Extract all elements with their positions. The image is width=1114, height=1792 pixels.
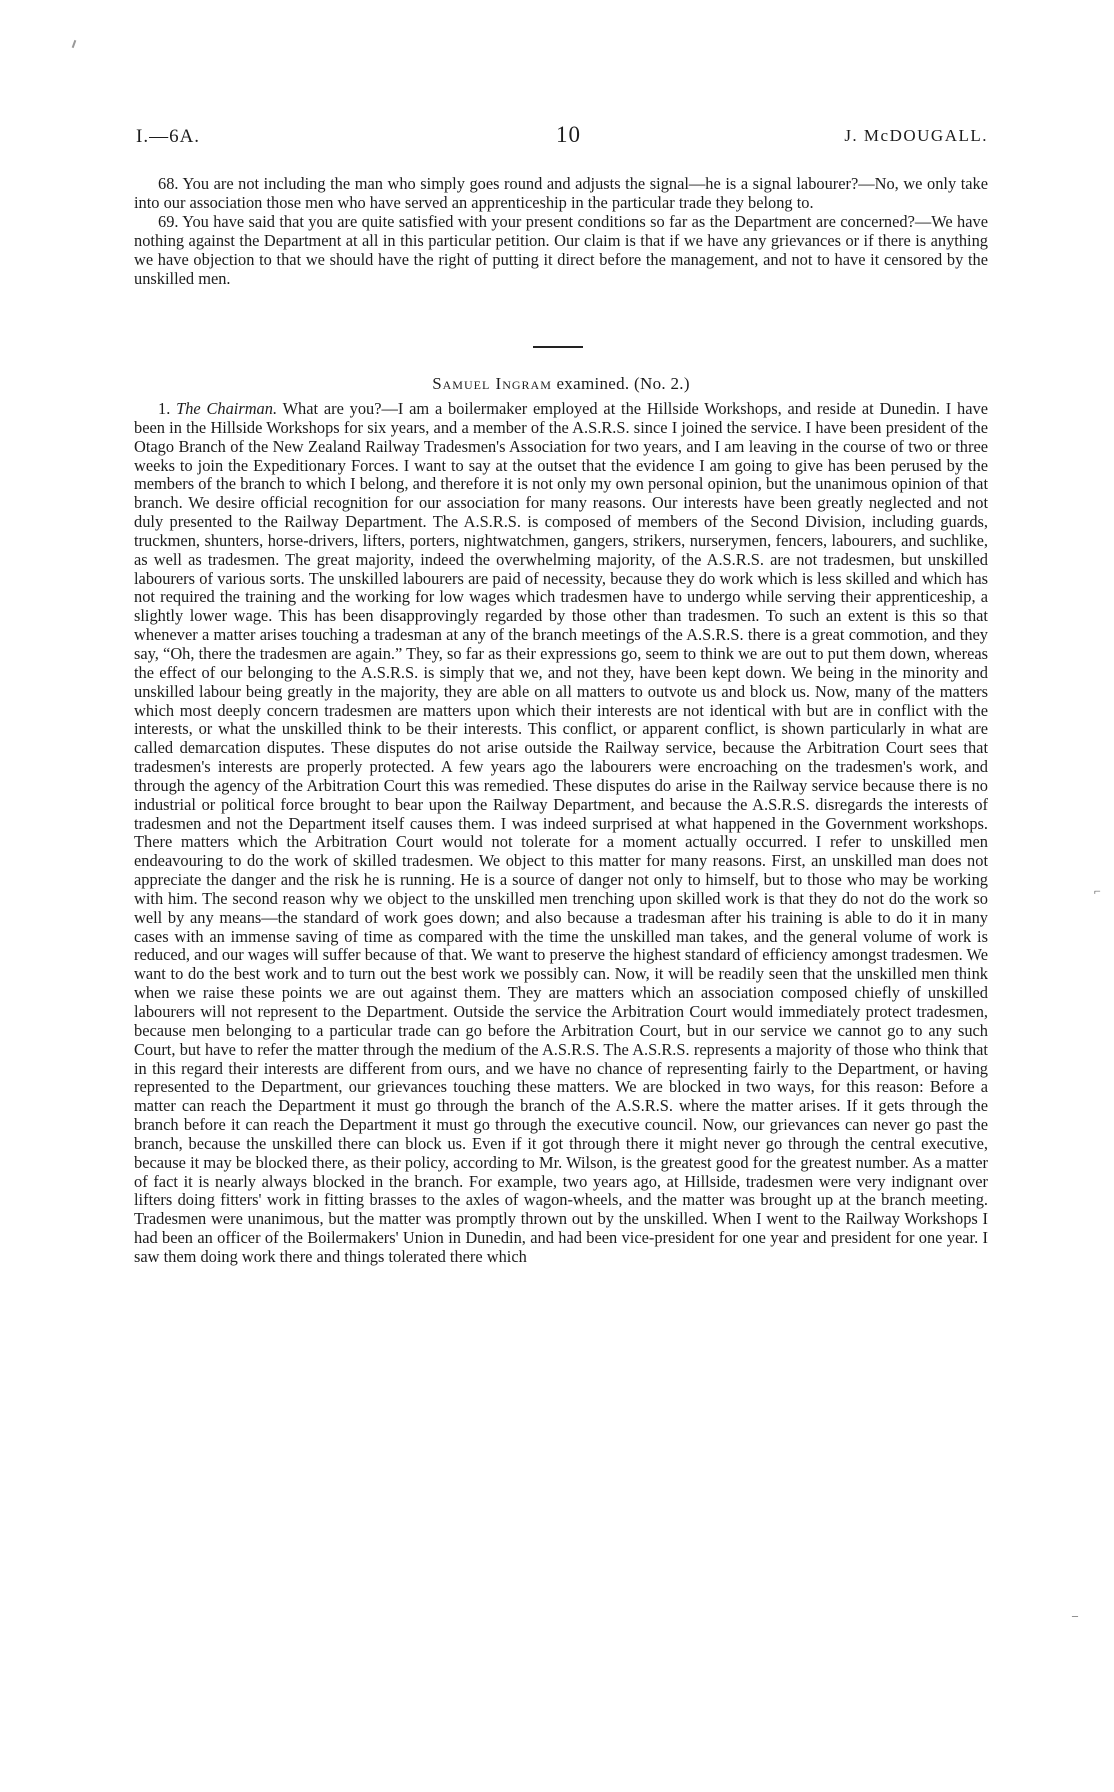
- stray-pen-mark: [72, 40, 77, 48]
- margin-mark-right-lower: –: [1072, 1608, 1078, 1622]
- margin-mark-right: ⌐: [1094, 884, 1101, 898]
- section-divider-rule: [533, 346, 583, 348]
- section-heading: [134, 374, 988, 394]
- header-left-reference: I.—6A.: [136, 126, 201, 147]
- testimony-block: [134, 400, 988, 1267]
- header-right-witness: J. McDOUGALL.: [844, 126, 988, 145]
- question-69: 69. You have said that you are quite satisfied with your present conditions so far as the Department are concerned?—We have nothing against the Department at all in this particular petition. Our claim is that if we have any grievances or if there is anything we have objection to that we should have the right of putting it direct before the management, and not to have it censored by the unskilled men.: [134, 211, 988, 288]
- testimony-paragraph: [134, 400, 988, 1267]
- witness-name: Samuel Ingram: [432, 374, 552, 393]
- testimony-text: What are you?—I am a boilermaker employed at the Hillside Workshops, and reside at Dunedin. I have been in the Hillside Workshops for six years, and a member of the A.S.R.S. since I joined the service. I have been president of the Otago Branch of the New Zealand Railway Tradesmen's Association for two years, and I am leaving in the course of two or three weeks to join the Expeditionary Forces. I want to say at the outset that the evidence I am going to give has been perused by the members of the branch to which I belong, and therefore it is not only my own personal opinion, but the unanimous opinion of that branch. We desire official recognition for our association for many reasons. Our interests have been greatly neglected and not duly presented to the Railway Department. The A.S.R.S. is composed of members of the Second Division, including guards, truckmen, shunters, horse-drivers, lifters, porters, nightwatchmen, gangers, strikers, nurserymen, fencers, labourers, and suchlike, as well as tradesmen. The great majority, indeed the overwhelming majority, of the A.S.R.S. are not tradesmen, but unskilled labourers of various sorts. The unskilled labourers are paid of necessity, because they do work which is less skilled and which has not required the training and the working for low wages which tradesmen have to undergo while serving their apprenticeship, a slightly lower wage. This has been disapprovingly regarded by those other than tradesmen. To such an extent is this so that whenever a matter arises touching a tradesman at any of the branch meetings of the A.S.R.S. there is a great commotion, and they say, “Oh, there the tradesmen are again.” They, so far as their expressions go, seem to think we are out to put them down, whereas the effect of our belonging to the A.S.R.S. is simply that we, and not they, have been kept down. We being in the minority and unskilled labour being greatly in the majority, they are able on all matters to outvote us and block us. Now, many of the matters which most deeply concern tradesmen are matters upon which their interests are not identical with but are in conflict with the interests, or what the unskilled think to be their interests. This conflict, or apparent conflict, is shown particularly in what are called demarcation disputes. These disputes do not arise outside the Railway service, because the Arbitration Court sees that tradesmen's interests are properly protected. A few years ago the labourers were encroaching on the tradesmen's work, and through the agency of the Arbitration Court this was remedied. These disputes do arise in the Railway service because there is no industrial or political force brought to bear upon the Railway Department, and because the A.S.R.S. disregards the interests of tradesmen and not the Department itself causes them. I was indeed surprised at what happened in the Government workshops. There matters which the Arbitration Court would not tolerate for a moment actually occurred. I refer to unskilled men endeavouring to do the work of skilled tradesmen. We object to this matter for many reasons. First, an unskilled man does not appreciate the danger and the risk he is running. He is a source of danger not only to himself, but to those who may be working with him. The second reason why we object to the unskilled men trenching upon skilled work is that they do not do the work so well by any means—the standard of work goes down; and also because a tradesman after his training is able to do it in many cases with an immense saving of time as compared with the time the unskilled man takes, and the general volume of work is reduced, and our wages will suffer because of that. We want to preserve the highest standard of efficiency amongst tradesmen. We want to do the best work and to turn out the best work we possibly can. Now, it will be readily seen that the unskilled men think when we raise these points we are out against them. They are matters which an association composed chiefly of unskilled labourers will not represent to the Department. Outside the service the Arbitration Court would immediately protect tradesmen, because men belonging to a particular trade can go before the Arbitration Court, but in our service we cannot go to any such Court, but have to refer the matter through the medium of the A.S.R.S. The A.S.R.S. represents a majority of those who think that in this regard their interests are different from ours, and we have no chance of representing fairly to the Department, or having represented to the Department, our grievances touching these matters. We are blocked in two ways, for this reason: Before a matter can reach the Department it must go through the branch of the A.S.R.S. where the matter arises. If it gets through the branch before it can reach the Department it must go through the executive council. Now, our grievances can never go past the branch, because the unskilled there can block us. Even if it got through there it might never go through the central executive, because it may be blocked there, as their policy, according to Mr. Wilson, is the greatest good for the greatest number. As a matter of fact it is nearly always blocked in the branch. For example, two years ago, at Hillside, tradesmen were very indignant over lifters doing fitters' work in fitting brasses to the axles of wagon-wheels, and the matter was brought up at the branch meeting. Tradesmen were unanimous, but the matter was promptly thrown out by the unskilled. When I went to the Railway Workshops I had been an officer of the Boilermakers' Union in Dunedin, and had been vice-president for one year and president for one year. I saw them doing work there and things tolerated there which: [134, 399, 988, 1266]
- intro-questions: [134, 175, 988, 288]
- question-number: 1.: [158, 399, 171, 418]
- examination-label: examined. (No. 2.): [556, 374, 690, 393]
- page-header: [136, 122, 988, 156]
- speaker-label: The Chairman.: [176, 399, 278, 418]
- page-number: 10: [556, 122, 581, 147]
- question-68: 68. You are not including the man who simply goes round and adjusts the signal—he is a signal labourer?—No, we only take into our association those men who have served an apprenticeship in the particular trade they belong to.: [134, 174, 988, 212]
